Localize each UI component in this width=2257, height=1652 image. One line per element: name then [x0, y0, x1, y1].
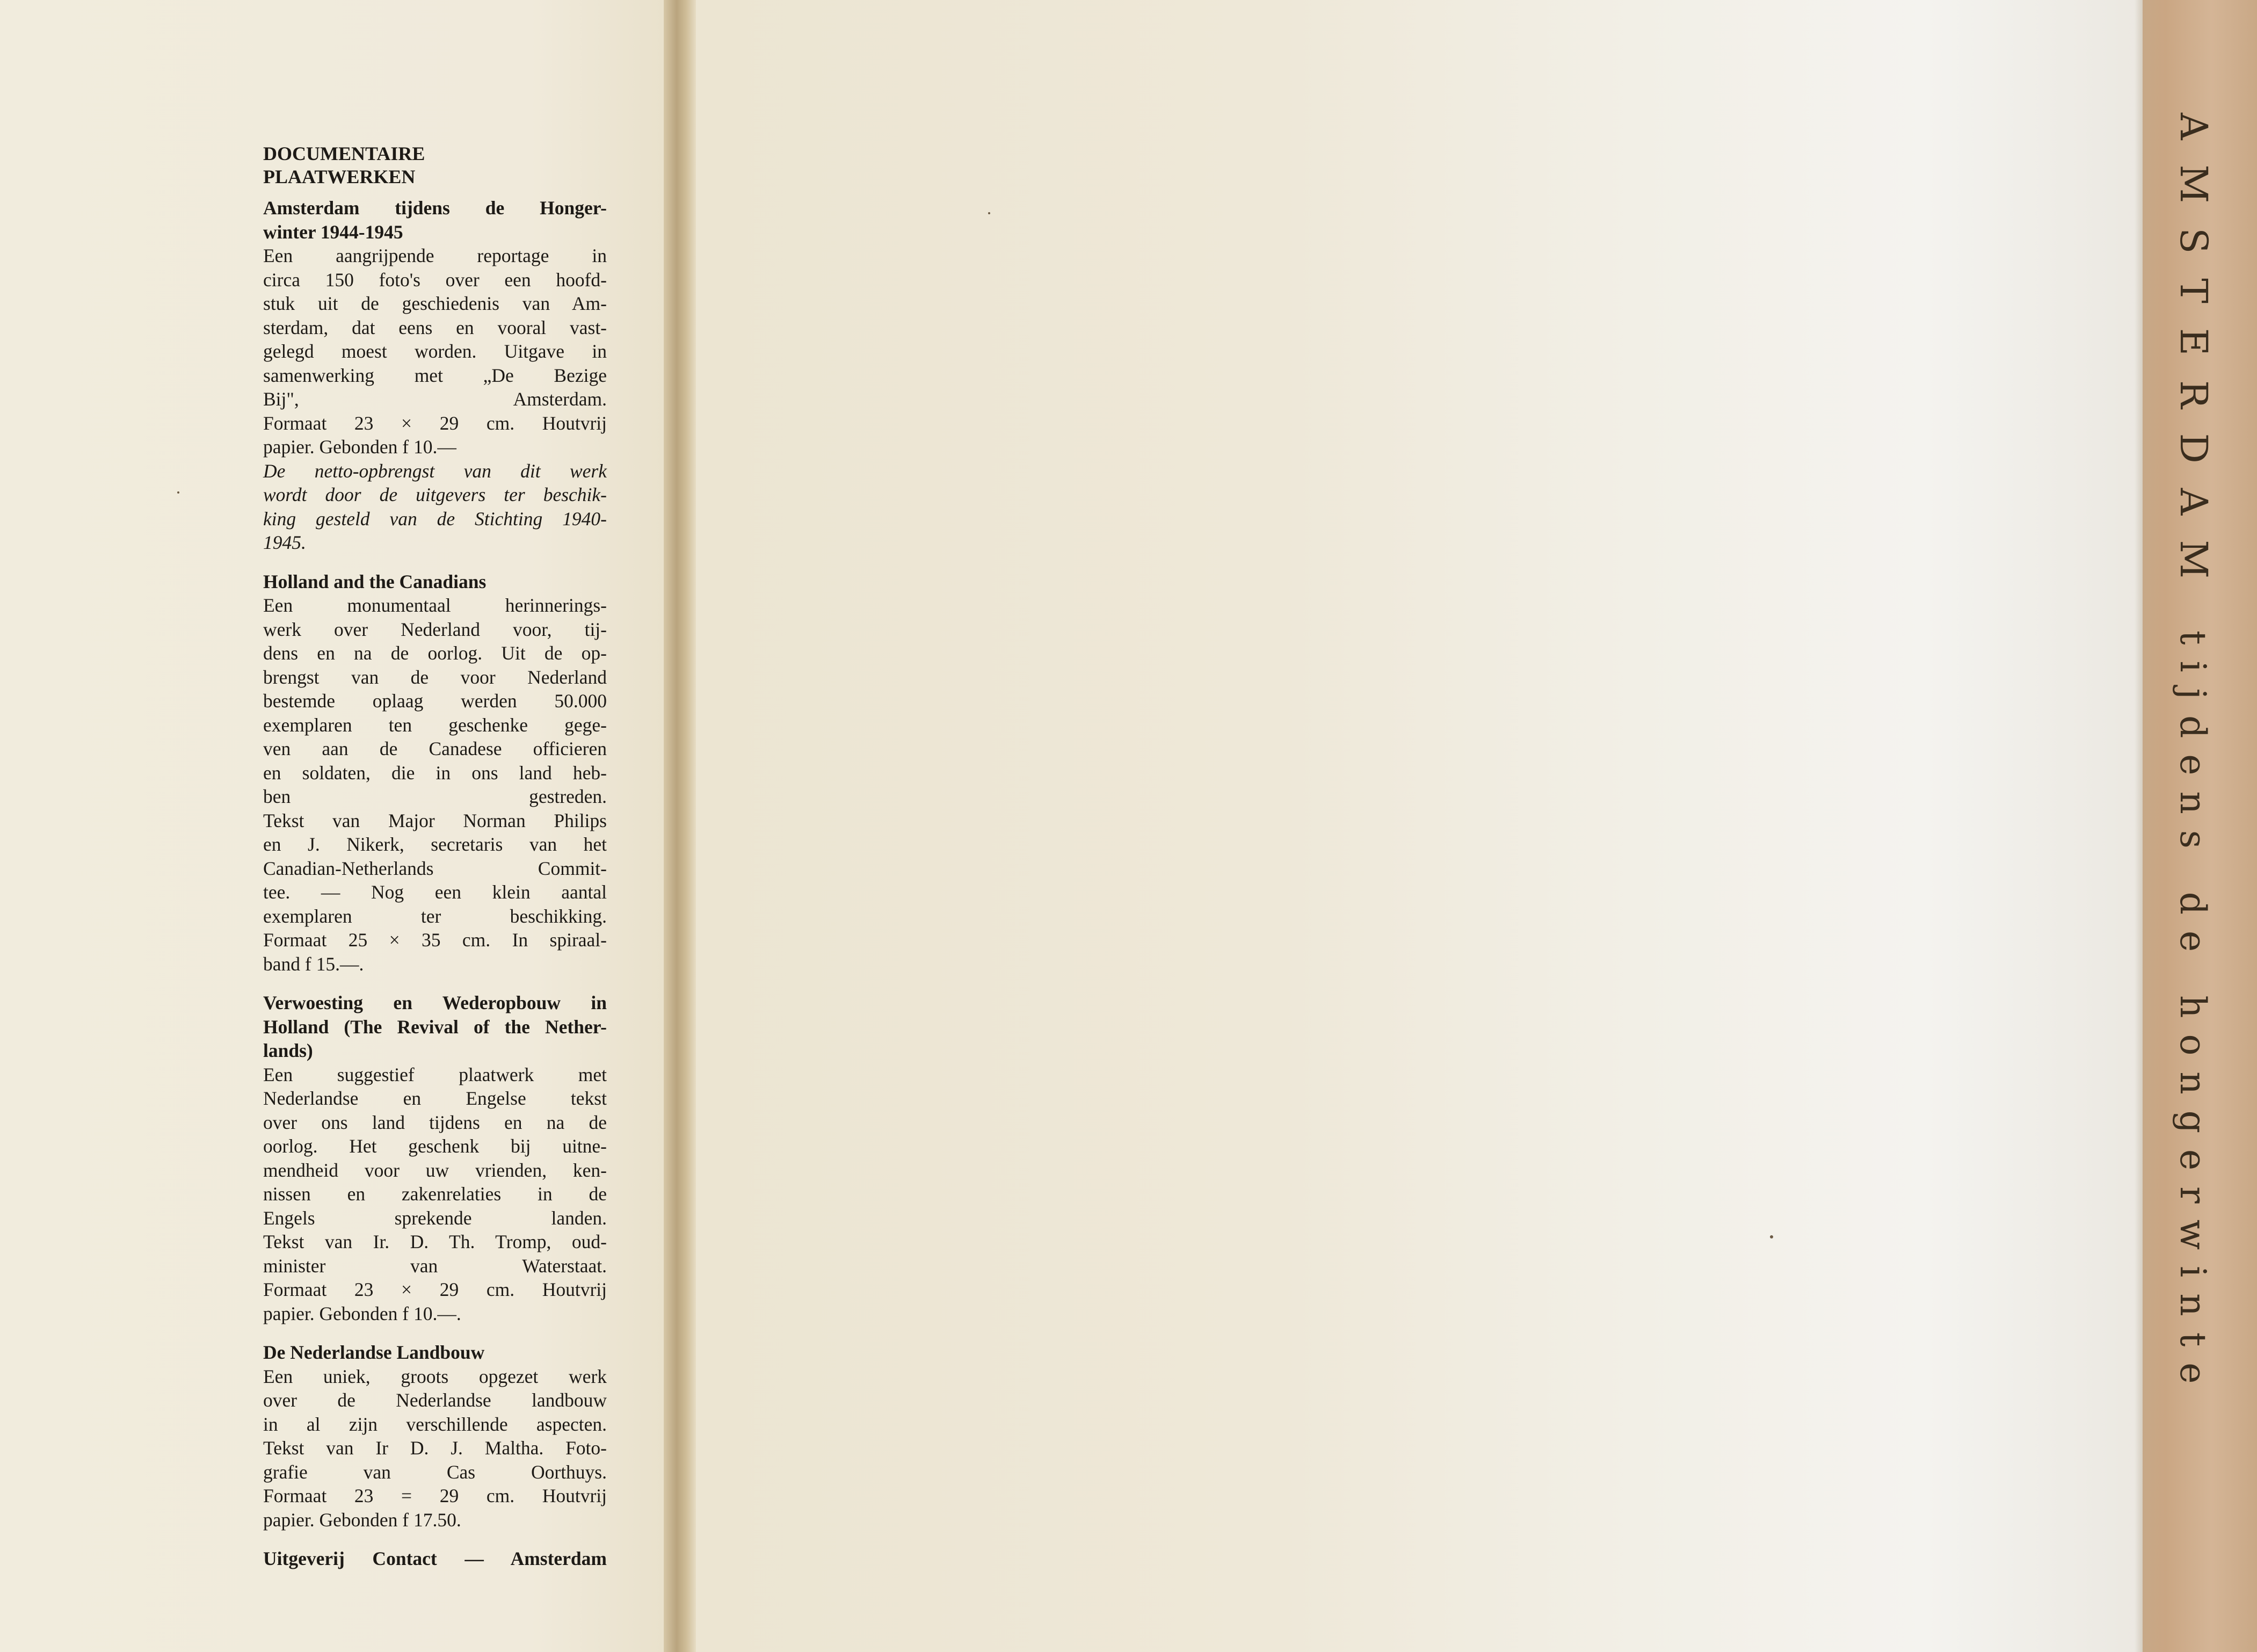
front-cover [696, 0, 2143, 1652]
book-text-line: stuk uit de geschiedenis van Am- [263, 293, 607, 314]
book-text-line: Een aangrijpende reportage in [263, 245, 607, 266]
book-text-line: en soldaten, die in ons land heb- [263, 762, 607, 784]
book-text-line: in al zijn verschillende aspecten. [263, 1413, 607, 1435]
book-note-line: 1945. [263, 532, 306, 553]
book-title-line: lands) [263, 1040, 313, 1061]
paper-speck [1770, 1235, 1773, 1238]
book-title-line: winter 1944-1945 [263, 221, 403, 243]
book-title-line: Holland (The Revival of the Nether- [263, 1016, 607, 1038]
book-note-line: king gesteld van de Stichting 1940- [263, 508, 607, 530]
book-text-line: circa 150 foto's over een hoofd- [263, 269, 607, 291]
book-text-line: tee. — Nog een klein aantal [263, 881, 607, 903]
book-text-line: Formaat 25 × 35 cm. In spiraal- [263, 929, 607, 951]
book-text-line: Een monumentaal herinnerings- [263, 595, 607, 616]
flap-text [263, 142, 607, 1571]
heading-line: DOCUMENTAIRE [263, 143, 425, 164]
book-text-line: Tekst van Ir D. J. Maltha. Foto- [263, 1437, 607, 1459]
book-text-line: band f 15.—. [263, 953, 364, 975]
book-text-line: grafie van Cas Oorthuys. [263, 1461, 607, 1483]
book-title-line: Verwoesting en Wederopbouw in [263, 992, 607, 1013]
book-text-line: over ons land tijdens en na de [263, 1111, 607, 1133]
book-entry [263, 1341, 607, 1532]
book-text-line: Canadian-Netherlands Commit- [263, 857, 607, 879]
book-text-line: Nederlandse en Engelse tekst [263, 1088, 607, 1109]
book-text-line: Engels sprekende landen. [263, 1207, 607, 1229]
book-text-line: Formaat 23 × 29 cm. Houtvrij [263, 412, 607, 434]
book-text-line: brengst van de voor Nederland [263, 666, 607, 688]
book-text-line: en J. Nikerk, secretaris van het [263, 834, 607, 855]
publisher-line: Uitgeverij Contact — Amsterdam [263, 1548, 607, 1569]
spine-title-caps: AMSTERDAM [2172, 113, 2216, 604]
heading-line: PLAATWERKEN [263, 166, 416, 187]
book-entry [263, 570, 607, 976]
book-title-line: Amsterdam tijdens de Honger- [263, 197, 607, 219]
book-entry [263, 991, 607, 1325]
spine-title-rest: tijdens de hongerwinte [2172, 631, 2214, 1400]
book-text-line: oorlog. Het geschenk bij uitne- [263, 1135, 607, 1157]
book-text-line: Formaat 23 = 29 cm. Houtvrij [263, 1485, 607, 1506]
book-entry [263, 196, 607, 555]
book-text-line: Formaat 23 × 29 cm. Houtvrij [263, 1279, 607, 1300]
book-text-line: minister van Waterstaat. [263, 1255, 607, 1277]
book-text-line: werk over Nederland voor, tij- [263, 618, 607, 640]
book-text-line: Een suggestief plaatwerk met [263, 1063, 607, 1085]
spine-title [2172, 113, 2216, 1400]
book-text-line: nissen en zakenrelaties in de [263, 1183, 607, 1205]
book-text-line: exemplaren ten geschenke gege- [263, 714, 607, 736]
book-text-line: dens en na de oorlog. Uit de op- [263, 642, 607, 664]
book-text-line: papier. Gebonden f 10.—. [263, 1302, 461, 1324]
book-text-line: ven aan de Canadese officieren [263, 738, 607, 759]
book-text-line: mendheid voor uw vrienden, ken- [263, 1159, 607, 1181]
book-text-line: bestemde oplaag werden 50.000 [263, 690, 607, 712]
book-text-line: ben gestreden. [263, 786, 607, 807]
paper-speck [177, 491, 179, 494]
paper-speck [988, 212, 990, 214]
flap-fold [664, 0, 696, 1652]
book-text-line: exemplaren ter beschikking. [263, 905, 607, 927]
book-text-line: papier. Gebonden f 10.— [263, 436, 456, 458]
book-note-line: wordt door de uitgevers ter beschik- [263, 484, 607, 505]
book-list [263, 196, 607, 1532]
book-text-line: Een uniek, groots opgezet werk [263, 1365, 607, 1387]
book-text-line: sterdam, dat eens en vooral vast- [263, 316, 607, 338]
book-title-line: Holland and the Canadians [263, 570, 487, 592]
book-text-line: Tekst van Ir. D. Th. Tromp, oud- [263, 1231, 607, 1252]
book-note-line: De netto-opbrengst van dit werk [263, 460, 607, 482]
book-text-line: samenwerking met „De Bezige [263, 364, 607, 386]
book-text-line: over de Nederlandse landbouw [263, 1389, 607, 1411]
book-text-line: gelegd moest worden. Uitgave in [263, 340, 607, 362]
book-text-line: Tekst van Major Norman Philips [263, 809, 607, 831]
flap-heading [263, 142, 607, 189]
book-text-line: Bij", Amsterdam. [263, 388, 607, 410]
book-text-line: papier. Gebonden f 17.50. [263, 1509, 461, 1531]
book-title-line: De Nederlandse Landbouw [263, 1342, 485, 1363]
